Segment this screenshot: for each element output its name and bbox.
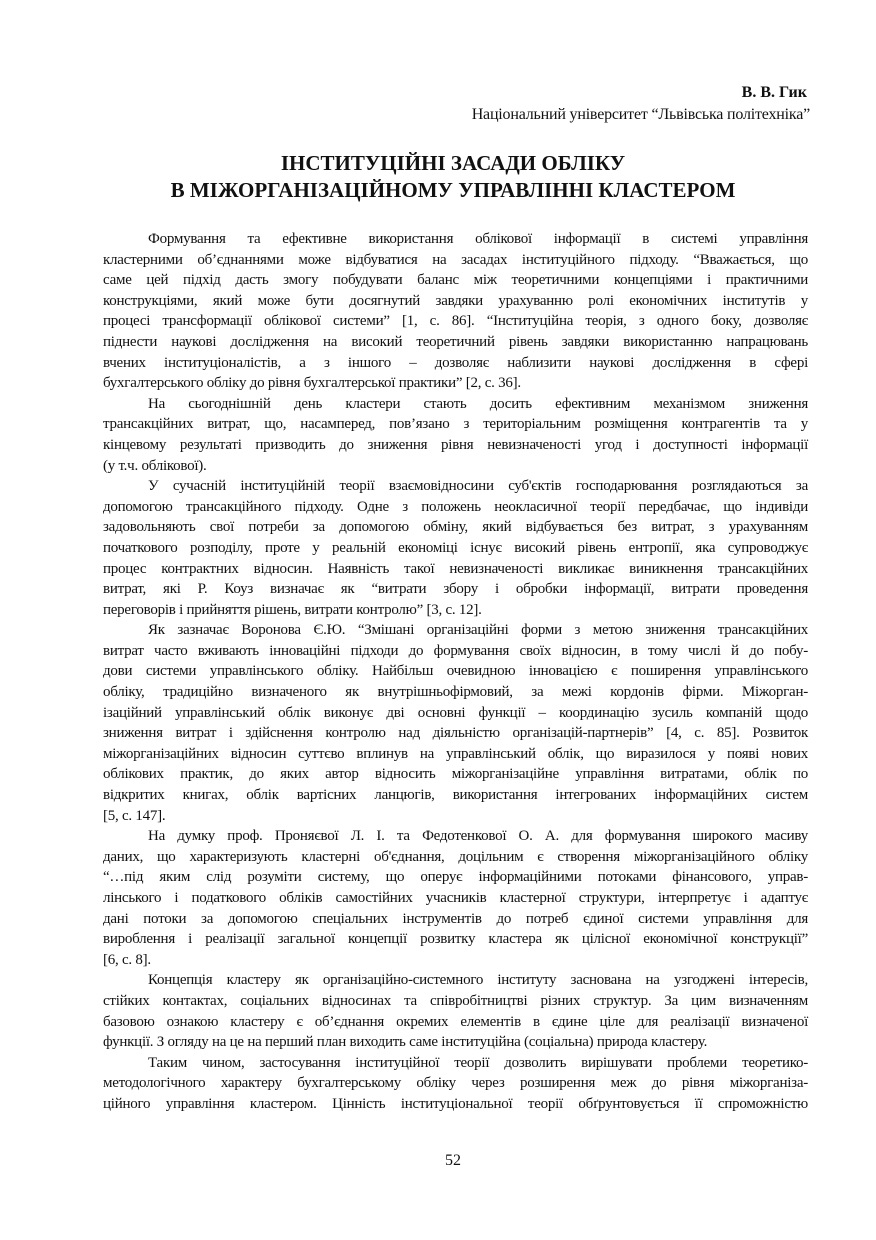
text-line: допомогою трансакційного підходу. Одне з положень неокласичної теорії передбачає, що індивіди bbox=[103, 498, 808, 515]
text-line: У сучасній інституційній теорії взаємовідносини суб'єктів господарювання розглядаються за bbox=[148, 478, 808, 495]
text-line: зниження витрат і здійснення контролю над діяльністю організацій-партнерів” [4, с. 85]. Розвиток bbox=[103, 725, 808, 742]
text-line: дані потоки за допомогою спеціальних інструментів до потреб єдиної системи управління для bbox=[103, 910, 808, 927]
text-line: піднести наукові дослідження на високий теоретичний рівень завдяки використанню напрацювань bbox=[103, 333, 808, 350]
text-line: дови системи управлінського обліку. Найбільш очевидною інновацією є поширення управлінського bbox=[103, 663, 808, 680]
paragraph bbox=[103, 476, 808, 620]
text-line: стійких контактах, соціальних відносинах та співробітництві різних структур. За цим визначенням bbox=[103, 992, 808, 1009]
text-line: методологічного характеру бухгалтерському обліку через розширення меж до рівня міжорганіза- bbox=[103, 1075, 808, 1092]
paragraph bbox=[103, 970, 808, 1052]
article-title bbox=[0, 150, 876, 204]
paragraph bbox=[103, 394, 808, 476]
paragraph bbox=[103, 826, 808, 970]
author-affiliation: Національний університет “Львівська політехніка” bbox=[471, 106, 810, 123]
text-line: базовою ознакою кластеру є об’єднання окремих елементів в єдине ціле для реалізації визначеної bbox=[103, 1013, 808, 1030]
text-line: лінського і податкового обліків самостійних учасників кластерної структури, інтерпретує і адаптує bbox=[103, 890, 808, 906]
text-line: На сьогоднішній день кластери стають досить ефективним механізмом зниження bbox=[148, 395, 808, 412]
text-line: переговорів і прийняття рішень, витрати контролю” [3, с. 12]. bbox=[103, 601, 482, 618]
text-line: витрат, які Р. Коуз визначає як “витрати збору і обробки інформації, витрати проведення bbox=[103, 581, 808, 598]
text-line: [6, с. 8]. bbox=[103, 951, 151, 968]
text-line: трансакційних витрат, що, насамперед, пов’язано з територіальним розміщення контрагентів та у bbox=[103, 416, 808, 433]
text-line: вчених інституціоналістів, а з іншого – дозволяє наблизити наукові дослідження в сфері bbox=[103, 354, 808, 371]
text-line: процес контрактних відносин. Наявність такої невизначеності викликає виникнення трансакційних bbox=[103, 560, 808, 577]
author-name: В. В. Гик bbox=[741, 84, 807, 101]
text-line: саме цей підхід дасть змогу побудувати баланс між теоретичними концепціями і практичними bbox=[103, 272, 808, 289]
text-line: процесі трансформації облікової системи” [1, с. 86]. “Інституційна теорія, з одного боку, дозволяє bbox=[103, 313, 808, 330]
text-line: “…під яким слід розуміти систему, що оперує інформаційними потоками фінансового, управ- bbox=[103, 869, 808, 886]
title-line-1: ІНСТИТУЦІЙНІ ЗАСАДИ ОБЛІКУ bbox=[280, 151, 626, 175]
article-body bbox=[103, 229, 808, 1115]
text-line: бухгалтерського обліку до рівня бухгалтерської практики” [2, с. 36]. bbox=[103, 375, 521, 392]
text-line: відкритих книгах, облік вартісних ланцюгів, використання інтегрованих інформаційних систем bbox=[103, 787, 808, 804]
text-line: кінцевому результаті призводить до зниження рівня невизначеності угод і доступності інформації bbox=[103, 436, 808, 453]
text-line: обліку, традиційно визначеного як внутрішньофірмовий, за межі кордонів фірми. Міжорган- bbox=[103, 684, 808, 701]
text-line: даних, що характеризують кластерні об'єднання, доцільним є створення міжорганізаційного обліку bbox=[103, 848, 808, 865]
title-line-2: В МІЖОРГАНІЗАЦІЙНОМУ УПРАВЛІННІ КЛАСТЕРОМ bbox=[170, 178, 736, 202]
text-line: [5, с. 147]. bbox=[103, 807, 166, 824]
page-number: 52 bbox=[445, 1152, 461, 1169]
paragraph bbox=[103, 1053, 808, 1115]
paragraph bbox=[103, 620, 808, 826]
text-line: початкового розподілу, проте у реальній економіці існує високий рівень ентропії, яка супроводжує bbox=[103, 539, 808, 556]
text-line: Таким чином, застосування інституційної теорії дозволить вирішувати проблеми теоретико- bbox=[148, 1054, 808, 1071]
text-line: вироблення і реалізації загальної концепції розвитку кластера як цілісної економічної конструкції” bbox=[103, 931, 808, 948]
text-line: міжорганізаційних відносин суттєво вплинув на управлінський облік, що виразилося у появі нових bbox=[103, 745, 808, 762]
text-line: задовольняють свої потреби за допомогою обміну, який відбувається без витрат, з урахуванням bbox=[103, 519, 808, 536]
text-line: витрат часто вживають інноваційні підходи до формування своїх відносин, в тому числі й до побу- bbox=[103, 642, 808, 659]
text-line: ційного управління кластером. Цінність інституціональної теорії обґрунтовується її спроможністю bbox=[103, 1095, 808, 1112]
text-line: Як зазначає Воронова Є.Ю. “Змішані організаційні форми з метою зниження трансакційних bbox=[148, 622, 808, 639]
text-line: кластерними об’єднаннями може відбуватися на засадах інституційного підходу. “Вважається, що bbox=[103, 251, 808, 268]
text-line: Формування та ефективне використання облікової інформації в системі управління bbox=[148, 231, 808, 247]
text-line: (у т.ч. облікової). bbox=[103, 457, 207, 474]
text-line: конструкціями, який може бути досягнутий завдяки урахуванню ролі економічних інститутів у bbox=[103, 292, 808, 309]
text-line: облікових практик, до яких автор відносить міжорганізаційне управління витратами, облік по bbox=[103, 766, 808, 783]
paragraph bbox=[103, 229, 808, 394]
text-line: ізаційний управлінський облік виконує дві основні функції – координацію зусиль компаній щодо bbox=[103, 704, 808, 721]
text-line: функції. З огляду на це на перший план виходить саме інституційна (соціальна) природа кластеру. bbox=[103, 1034, 708, 1051]
text-line: Концепція кластеру як організаційно-системного інституту заснована на узгоджені інтересів, bbox=[148, 972, 808, 989]
text-line: На думку проф. Проняєвої Л. І. та Федотенкової О. А. для формування широкого масиву bbox=[148, 828, 808, 845]
